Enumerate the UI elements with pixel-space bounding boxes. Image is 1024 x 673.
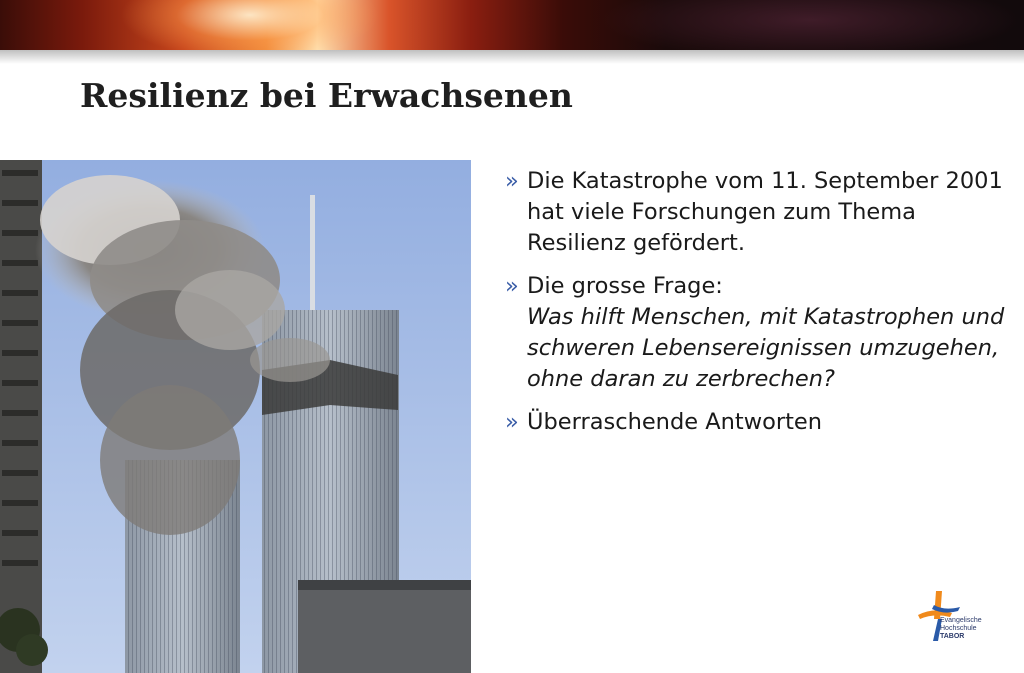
logo-line: Evangelische: [940, 617, 982, 624]
bullet-item: [505, 271, 1005, 395]
logo-line: Hochschule: [940, 625, 977, 632]
bullet-marker: »: [505, 168, 519, 194]
logo-text: [940, 617, 982, 641]
bullet-text: Die grosse Frage:: [527, 273, 723, 299]
slide-title: Resilienz bei Erwachsenen: [80, 76, 573, 115]
bullet-text: Die Katastrophe vom 11. September 2001 hat viele Forschungen zum Thema Resilienz gefördert.: [527, 168, 1003, 256]
logo-line: TABOR: [940, 633, 965, 640]
banner-glow: [120, 0, 380, 50]
bullet-text: Überraschende Antworten: [527, 409, 823, 435]
banner-glow: [600, 0, 1020, 50]
banner-shadow: [0, 50, 1024, 64]
header-banner: [0, 0, 1024, 50]
bullet-marker: »: [505, 273, 519, 299]
bullet-list: [505, 166, 1005, 450]
bullet-emphasis: Was hilft Menschen, mit Katastrophen und schweren Lebensereignissen umzugehen, ohne daran zu zerbrechen?: [527, 304, 1005, 392]
twin-towers-photo: [0, 160, 471, 673]
bullet-item: [505, 166, 1005, 259]
bullet-item: [505, 407, 1005, 438]
bullet-marker: »: [505, 409, 519, 435]
